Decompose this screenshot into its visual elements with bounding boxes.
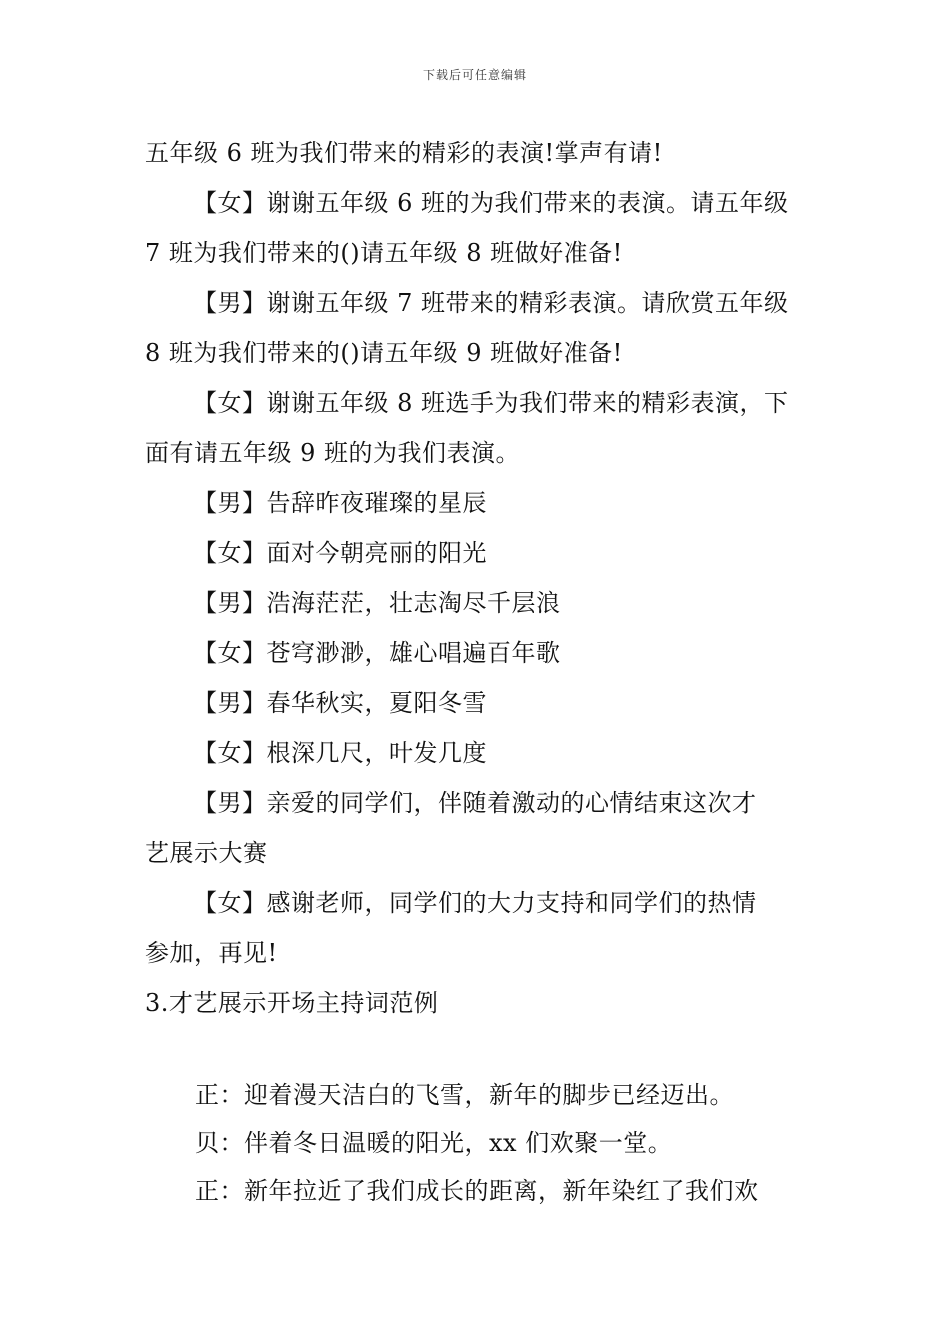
paragraph-line: 【女】谢谢五年级 8 班选手为我们带来的精彩表演，下 xyxy=(193,389,789,417)
paragraph-line: 【男】谢谢五年级 7 班带来的精彩表演。请欣赏五年级 xyxy=(193,289,789,317)
paragraph-line: 【男】亲爱的同学们，伴随着激动的心情结束这次才 xyxy=(193,789,757,817)
paragraph-line: 7 班为我们带来的()请五年级 8 班做好准备! xyxy=(145,239,623,267)
paragraph-line: 【女】感谢老师，同学们的大力支持和同学们的热情 xyxy=(193,889,757,917)
page-header-note: 下载后可任意编辑 xyxy=(422,68,527,82)
paragraph-line: 【男】告辞昨夜璀璨的星辰 xyxy=(193,489,487,517)
script-section xyxy=(145,1071,809,1215)
paragraph-line: 【女】根深几尺，叶发几度 xyxy=(193,739,487,767)
paragraph-line: 8 班为我们带来的()请五年级 9 班做好准备! xyxy=(145,339,623,367)
paragraph-line: 参加，再见! xyxy=(145,939,278,967)
paragraph-line: 【女】苍穹渺渺，雄心唱遍百年歌 xyxy=(193,639,561,667)
paragraph-line: 五年级 6 班为我们带来的精彩的表演!掌声有请! xyxy=(145,139,663,167)
paragraph-line: 面有请五年级 9 班的为我们表演。 xyxy=(145,439,521,467)
section-heading: 3.才艺展示开场主持词范例 xyxy=(145,989,439,1017)
document-body xyxy=(145,128,809,1028)
paragraph-line: 【女】面对今朝亮丽的阳光 xyxy=(193,539,487,567)
script-line: 正：新年拉近了我们成长的距离，新年染红了我们欢 xyxy=(195,1177,759,1205)
paragraph-line: 【男】浩海茫茫，壮志淘尽千层浪 xyxy=(193,589,561,617)
script-line: 正：迎着漫天洁白的飞雪，新年的脚步已经迈出。 xyxy=(195,1081,734,1109)
paragraph-line: 【女】谢谢五年级 6 班的为我们带来的表演。请五年级 xyxy=(193,189,789,217)
paragraph-line: 艺展示大赛 xyxy=(145,839,268,867)
script-line: 贝：伴着冬日温暖的阳光，xx 们欢聚一堂。 xyxy=(195,1129,673,1157)
paragraph-line: 【男】春华秋实，夏阳冬雪 xyxy=(193,689,487,717)
